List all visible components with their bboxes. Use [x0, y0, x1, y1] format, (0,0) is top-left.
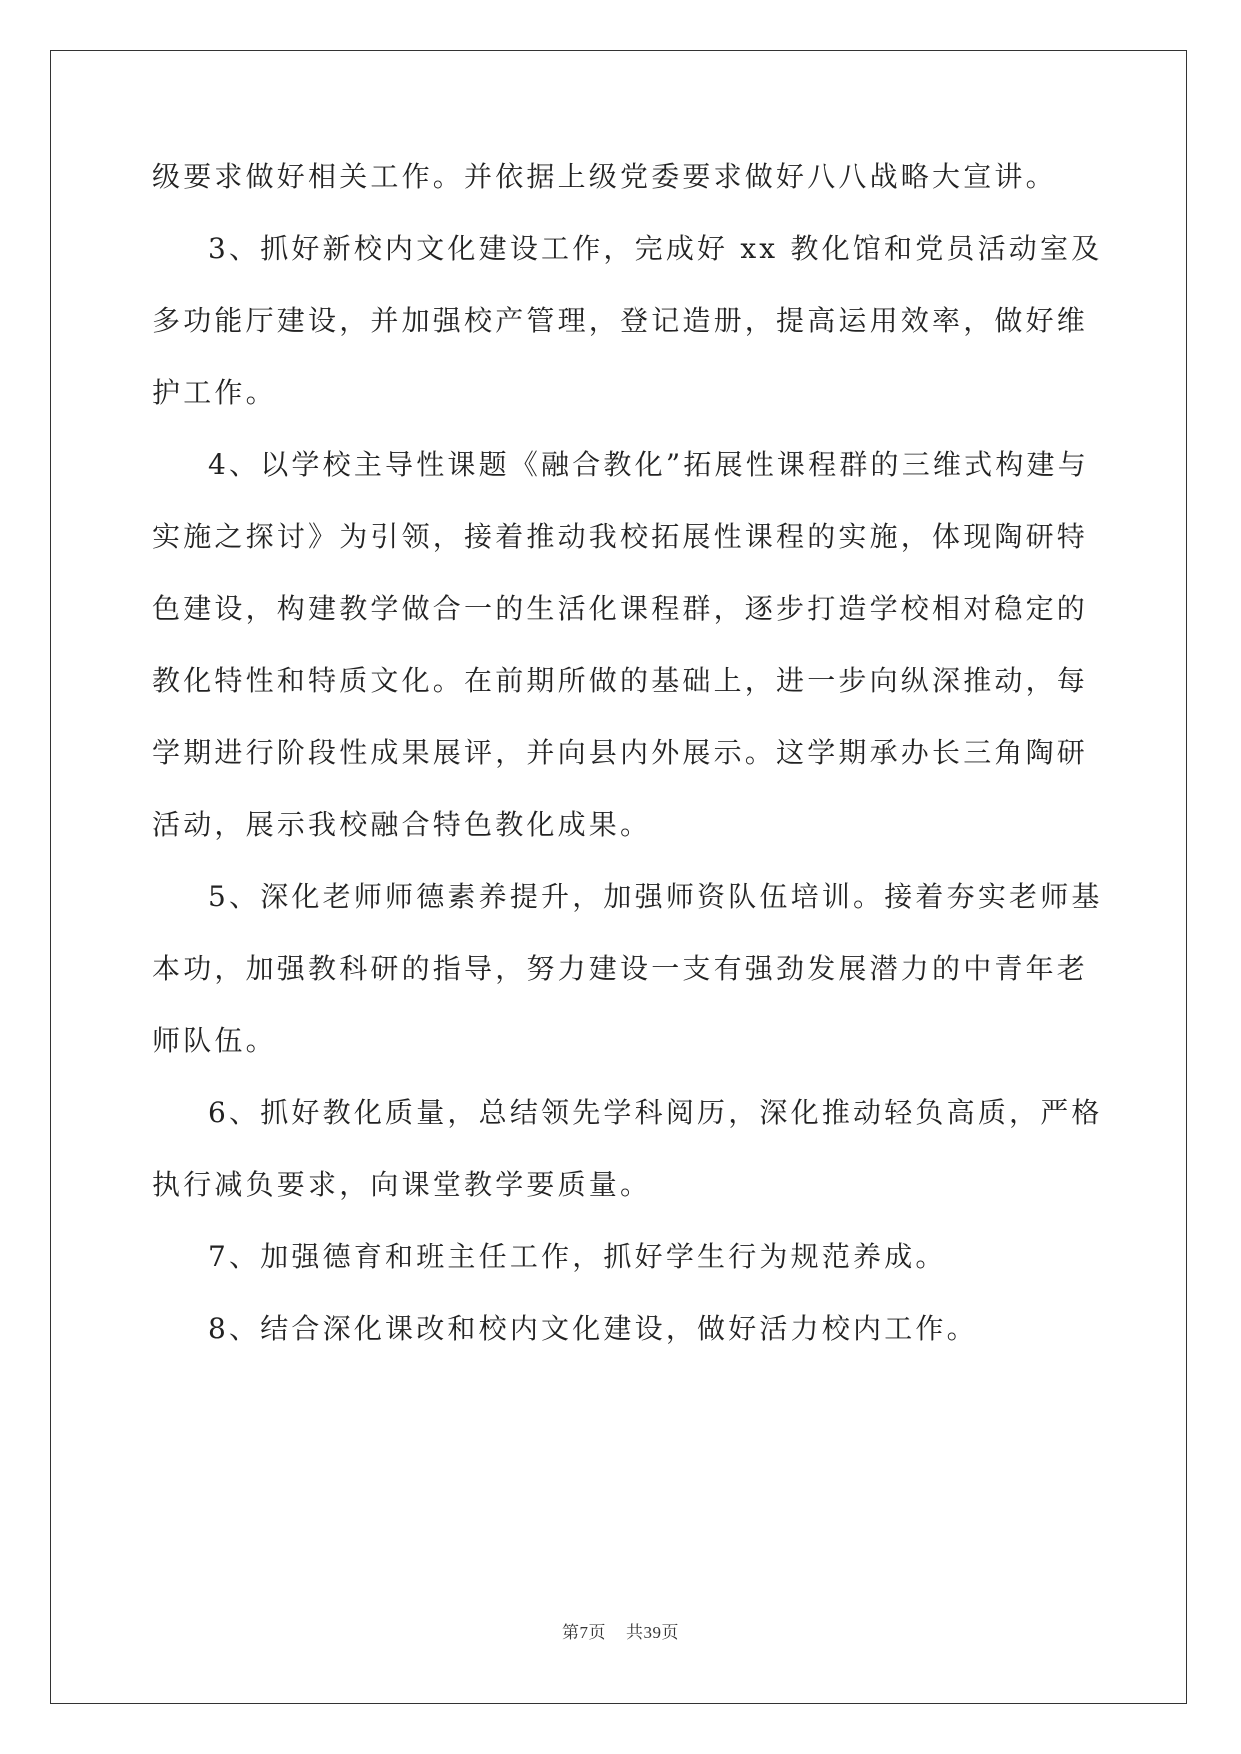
text-line: 护工作。: [152, 376, 277, 409]
text-line: 本功，加强教科研的指导，努力建设一支有强劲发展潜力的中青年老: [152, 952, 1089, 985]
text-line: 6、抓好教化质量，总结领先学科阅历，深化推动轻负高质，严格: [208, 1096, 1103, 1129]
text-line: 7、加强德育和班主任工作，抓好学生行为规范养成。: [208, 1240, 947, 1273]
text-line: 活动，展示我校融合特色教化成果。: [152, 808, 652, 841]
text-line: 3、抓好新校内文化建设工作，完成好 xx 教化馆和党员活动室及: [208, 232, 1103, 265]
text-line: 8、结合深化课改和校内文化建设，做好活力校内工作。: [208, 1312, 978, 1345]
text-line: 色建设，构建教学做合一的生活化课程群，逐步打造学校相对稳定的: [152, 592, 1089, 625]
text-line: 学期进行阶段性成果展评，并向县内外展示。这学期承办长三角陶研: [152, 736, 1089, 769]
page-footer: [0, 1618, 1241, 1643]
text-line: 执行减负要求，向课堂教学要质量。: [152, 1168, 652, 1201]
total-prefix: 共: [626, 1623, 644, 1642]
text-line: 师队伍。: [152, 1024, 277, 1057]
text-line: 5、深化老师师德素养提升，加强师资队伍培训。接着夯实老师基: [208, 880, 1103, 913]
total-suffix: 页: [661, 1623, 679, 1642]
total-pages: 39: [643, 1623, 662, 1642]
text-line: 实施之探讨》为引领，接着推动我校拓展性课程的实施，体现陶研特: [152, 520, 1089, 553]
text-line: 教化特性和特质文化。在前期所做的基础上，进一步向纵深推动，每: [152, 664, 1089, 697]
text-line: 多功能厅建设，并加强校产管理，登记造册，提高运用效率，做好维: [152, 304, 1089, 337]
page-number: 7: [579, 1623, 589, 1642]
text-line: 级要求做好相关工作。并依据上级党委要求做好八八战略大宣讲。: [152, 160, 1057, 193]
text-line: 4、以学校主导性课题《融合教化”拓展性课程群的三维式构建与: [208, 448, 1089, 481]
page-border: [50, 50, 1187, 1704]
page-prefix: 第: [562, 1623, 580, 1642]
page-suffix: 页: [588, 1623, 606, 1642]
